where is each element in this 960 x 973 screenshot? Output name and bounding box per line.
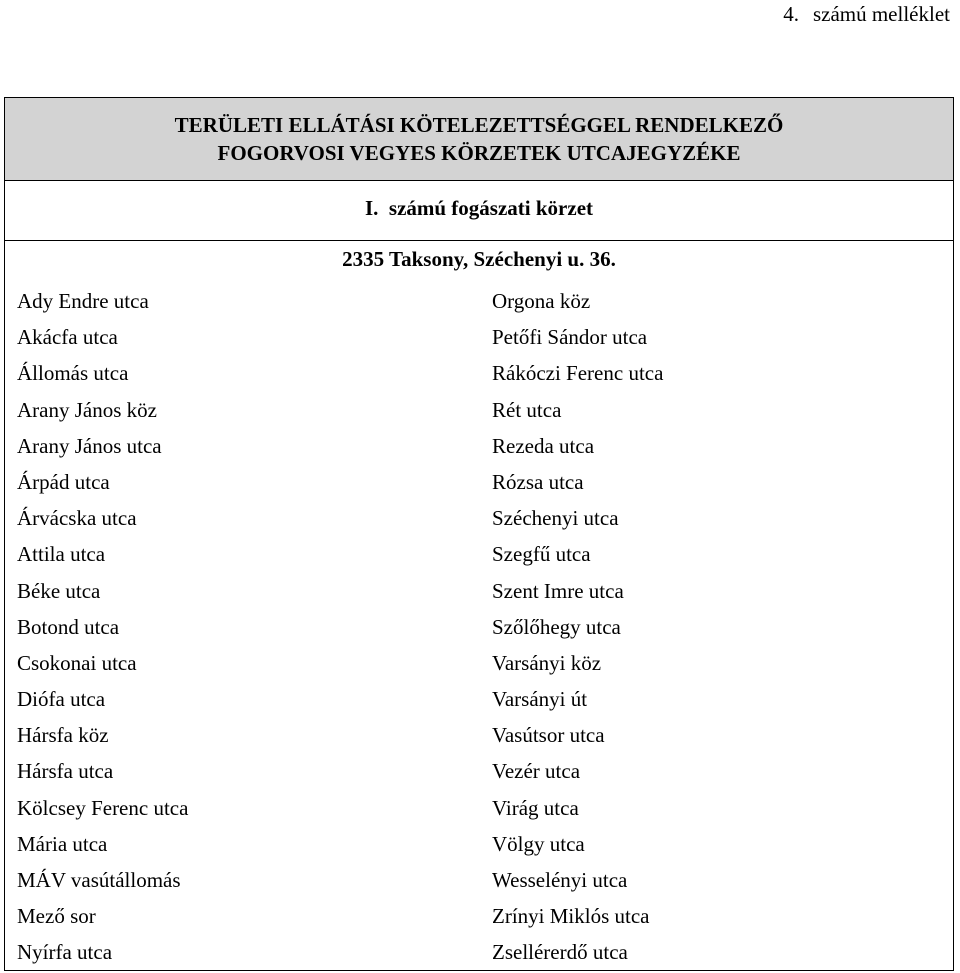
street-item: Wesselényi utca (492, 868, 628, 892)
street-item: Vasútsor utca (492, 723, 605, 748)
street-item: Petőfi Sándor utca (492, 325, 648, 350)
street-register-table (4, 97, 954, 971)
street-item: Rezeda utca (492, 433, 595, 458)
street-item: Ady Endre utca (17, 289, 149, 313)
street-item: Vezér utca (492, 759, 581, 784)
street-item: Csokonai utca (17, 650, 137, 675)
street-item: Árpád utca (17, 469, 110, 494)
street-item: Szőlőhegy utca (492, 614, 621, 639)
annex-number: 4. (783, 2, 799, 26)
street-item: Botond utca (17, 614, 120, 639)
street-item: Béke utca (17, 578, 101, 603)
street-item: Rózsa utca (492, 469, 584, 494)
street-list-right (492, 285, 663, 973)
header-title-line-2: FOGORVOSI VEGYES KÖRZETEK UTCAJEGYZÉKE (217, 141, 741, 165)
street-item: Rét utca (492, 397, 562, 422)
street-item: Arany János köz (17, 397, 157, 422)
street-item: Állomás utca (17, 361, 129, 386)
street-item: Völgy utca (492, 831, 585, 856)
street-item: Hársfa utca (17, 759, 114, 784)
street-item: Arany János utca (17, 433, 162, 458)
table-header (5, 98, 953, 181)
street-item: Szegfű utca (492, 542, 591, 567)
street-list-left (17, 285, 188, 973)
district-address: 2335 Taksony, Széchenyi u. 36. (342, 247, 616, 271)
street-item: Kölcsey Ferenc utca (17, 795, 189, 820)
header-title-line-1: TERÜLETI ELLÁTÁSI KÖTELEZETTSÉGGEL RENDELKEZŐ (174, 113, 784, 137)
street-item: MÁV vasútállomás (17, 868, 181, 892)
street-item: Akácfa utca (17, 325, 118, 350)
district-title: I. számú fogászati körzet (5, 181, 953, 241)
street-item: Mező sor (17, 904, 96, 929)
street-item: Orgona köz (492, 289, 591, 313)
street-item: Zsellérerdő utca (492, 940, 628, 965)
street-item: Szent Imre utca (492, 578, 624, 603)
street-item: Széchenyi utca (492, 506, 619, 531)
annex-text: számú melléklet (812, 2, 950, 26)
street-item: Rákóczi Ferenc utca (492, 361, 664, 386)
street-item: Attila utca (17, 542, 106, 567)
street-item: Varsányi út (492, 687, 588, 712)
street-item: Mária utca (17, 831, 108, 856)
street-item: Diófa utca (17, 687, 106, 712)
street-item: Árvácska utca (17, 506, 137, 531)
street-item: Virág utca (492, 795, 579, 820)
street-item: Hársfa köz (17, 723, 109, 748)
street-item: Varsányi köz (492, 650, 602, 675)
street-item: Nyírfa utca (17, 940, 113, 965)
street-item: Zrínyi Miklós utca (492, 904, 650, 929)
annex-label (783, 2, 950, 26)
